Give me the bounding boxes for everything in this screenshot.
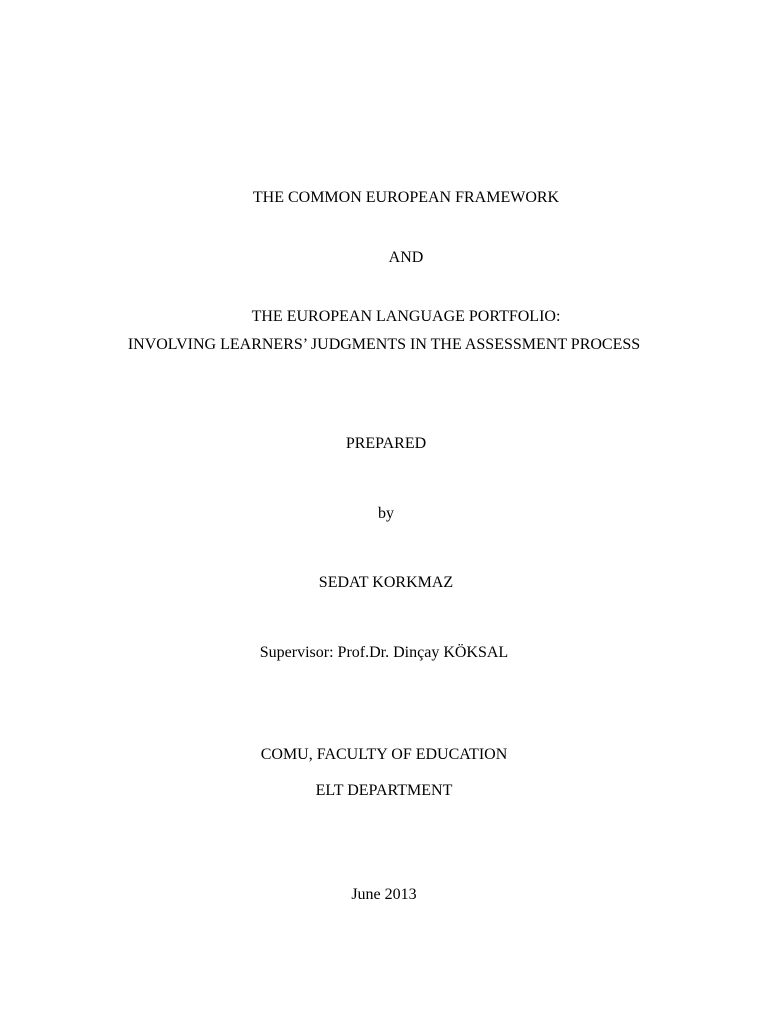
institution-line: COMU, FACULTY OF EDUCATION	[260, 746, 508, 763]
by-label: by	[378, 505, 394, 522]
date-line: June 2013	[351, 886, 417, 903]
department-line: ELT DEPARTMENT	[315, 782, 453, 799]
author-name: SEDAT KORKMAZ	[318, 574, 454, 591]
title-line-3: INVOLVING LEARNERS’ JUDGMENTS IN THE ASSESSMENT PROCESS	[127, 336, 641, 353]
title-conjunction: AND	[388, 249, 424, 266]
supervisor-line: Supervisor: Prof.Dr. Dinçay KÖKSAL	[259, 644, 509, 661]
title-line-2: THE EUROPEAN LANGUAGE PORTFOLIO:	[251, 308, 561, 325]
prepared-label: PREPARED	[345, 435, 427, 452]
title-line-1: THE COMMON EUROPEAN FRAMEWORK	[252, 189, 560, 206]
